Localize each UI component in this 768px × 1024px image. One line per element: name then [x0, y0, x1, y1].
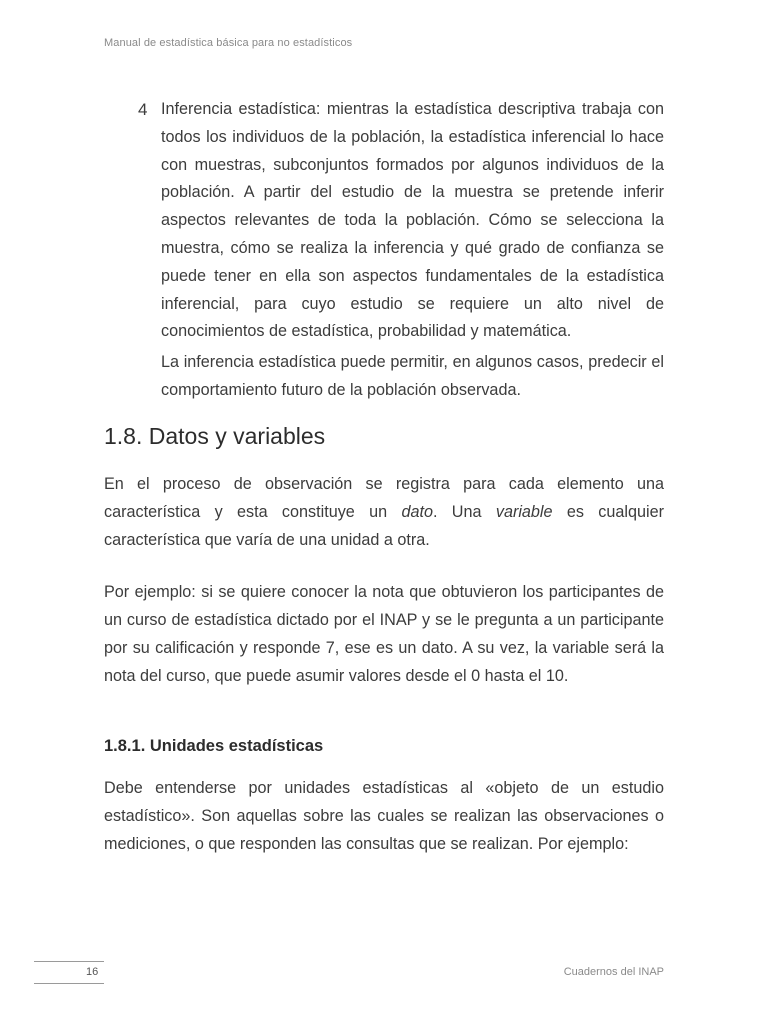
text-run: En el proceso de observación se registra para cada elemento una característica y esta constituye un [104, 475, 664, 521]
term-dato: dato [401, 503, 433, 521]
list-item-paragraph: La inferencia estadística puede permitir, en algunos casos, predecir el comportamiento futuro de la población observada. [161, 353, 664, 399]
running-header: Manual de estadística básica para no estadísticos [104, 37, 353, 49]
page-number: 16 [86, 966, 99, 978]
text-run: . Una [432, 503, 496, 521]
subsection-heading: 1.8.1. Unidades estadísticas [104, 737, 324, 755]
list-item-number: 4 [138, 100, 148, 119]
section-heading: 1.8. Datos y variables [104, 423, 326, 449]
term-variable: variable [495, 503, 553, 521]
footer-divider [34, 983, 104, 984]
body-paragraph [104, 470, 664, 554]
list-item-paragraph: Inferencia estadística: mientras la estadística descriptiva trabaja con todos los individuos de la población, la estadística inferencial lo hace con muestras, subconjuntos formados por algunos individuos de la población. A partir del estudio de la muestra se pretende inferir aspectos relevantes de toda la población. Cómo se selecciona la muestra, cómo se realiza la inferencia y qué grado de confianza se puede tener en ella son aspectos fundamentales de la estadística inferencial, para cuyo estudio se requiere un alto nivel de conocimientos de estadística, probabilidad y matemática. [161, 100, 664, 341]
footer-publication-title: Cuadernos del INAP [563, 966, 664, 978]
list-item-body [161, 96, 664, 405]
footer-divider [34, 961, 104, 962]
body-paragraph: Debe entenderse por unidades estadísticas al «objeto de un estudio estadístico». Son aquellas sobre las cuales se realizan las observaciones o mediciones, o que responden las consultas que se realizan. Por ejemplo: [104, 779, 664, 853]
body-paragraph: Por ejemplo: si se quiere conocer la nota que obtuvieron los participantes de un curso de estadística dictado por el INAP y se le pregunta a un participante por su calificación y responde 7, ese es un dato. A su vez, la variable será la nota del curso, que puede asumir valores desde el 0 hasta el 10. [104, 583, 664, 685]
text-run: es cualquier característica que varía de una unidad a otra. [104, 503, 664, 549]
